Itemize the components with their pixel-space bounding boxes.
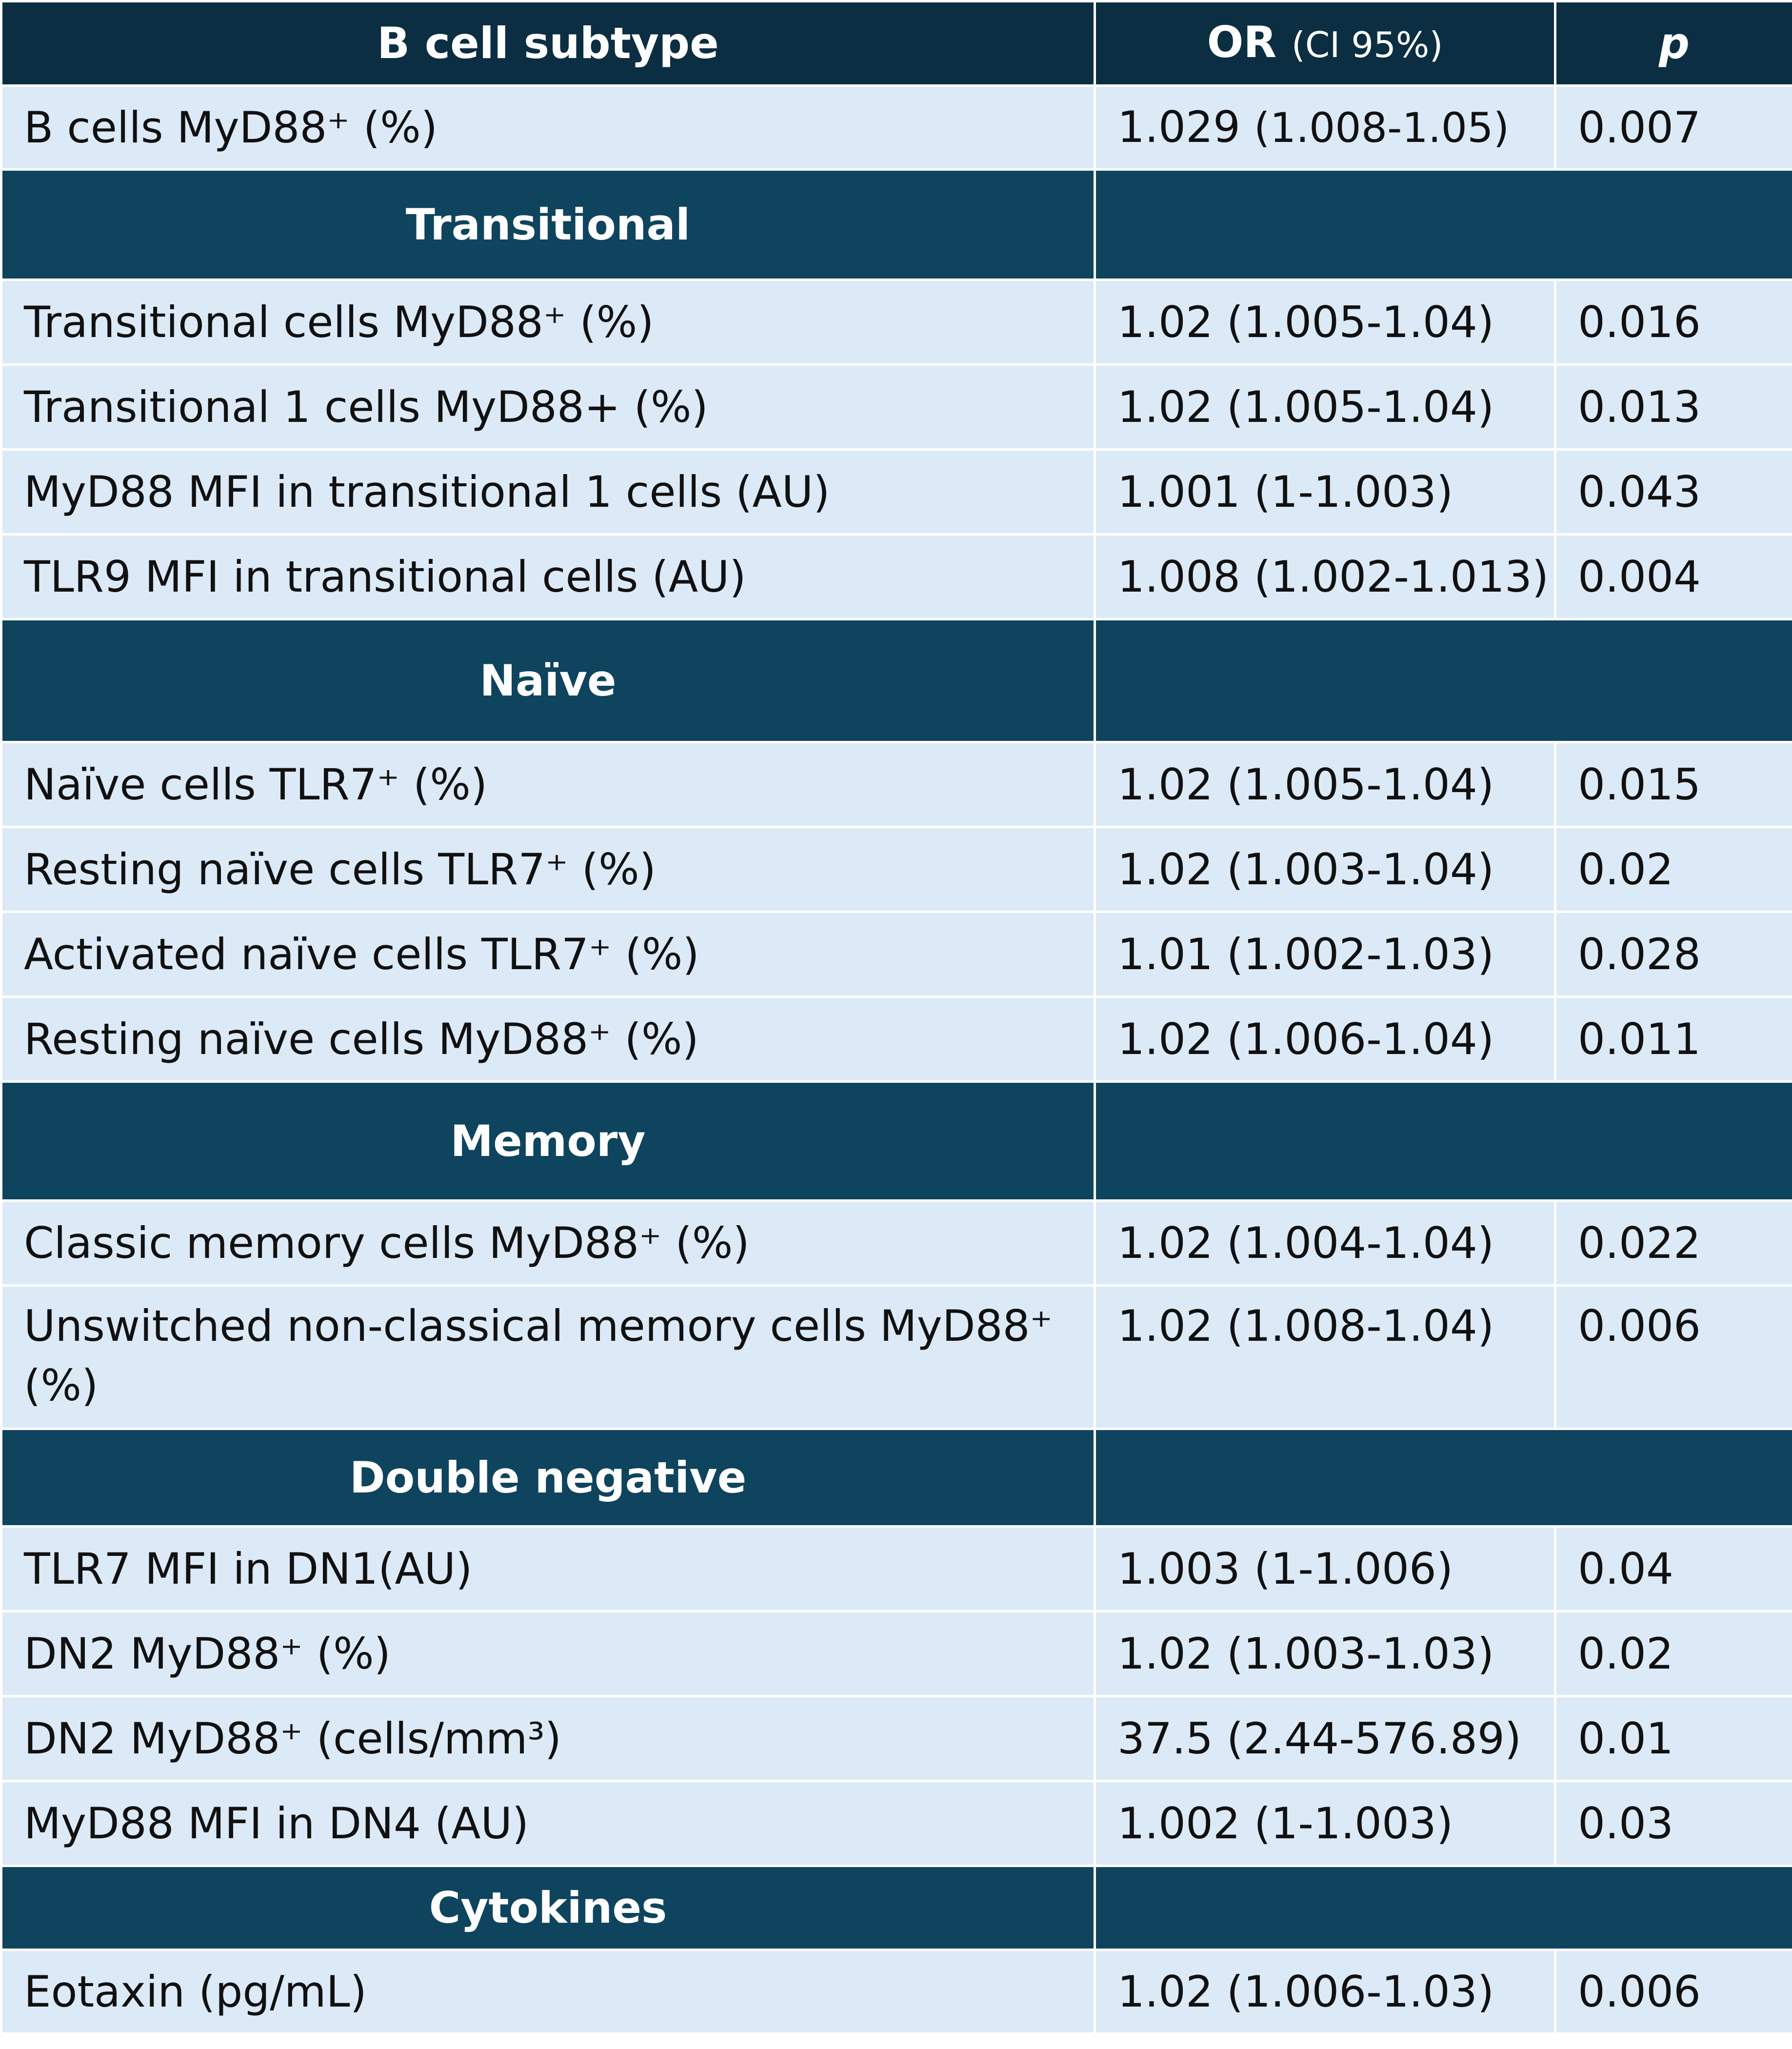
cell-p: 0.006 [1555, 1950, 1792, 2034]
cell-p: 0.016 [1555, 280, 1792, 365]
header-ci: (CI 95%) [1291, 24, 1443, 65]
cell-subtype: Eotaxin (pg/mL) [1, 1950, 1095, 2034]
cell-p: 0.02 [1555, 1611, 1792, 1696]
table-row [1, 912, 1792, 997]
cell-or: 1.02 (1.005-1.04) [1095, 365, 1555, 450]
cell-or: 1.003 (1-1.006) [1095, 1527, 1555, 1611]
cell-subtype: Activated naïve cells TLR7⁺ (%) [1, 912, 1095, 997]
table-row [1, 535, 1792, 619]
cell-subtype: Unswitched non-classical memory cells MyD88⁺ (%) [1, 1286, 1095, 1429]
cell-or: 1.02 (1.008-1.04) [1095, 1286, 1555, 1429]
cell-p: 0.011 [1555, 997, 1792, 1082]
cell-or: 1.008 (1.002-1.013) [1095, 535, 1555, 619]
table-row [1, 1527, 1792, 1611]
cell-or: 1.02 (1.005-1.04) [1095, 280, 1555, 365]
header-or: OR (CI 95%) [1095, 1, 1555, 86]
section-title: Cytokines [1, 1866, 1095, 1950]
cell-or: 1.02 (1.006-1.04) [1095, 997, 1555, 1082]
table-row [1, 1696, 1792, 1781]
cell-p: 0.043 [1555, 450, 1792, 535]
header-subtype: B cell subtype [1, 1, 1095, 86]
cell-or: 1.02 (1.003-1.04) [1095, 827, 1555, 912]
section-row-naive [1, 619, 1792, 742]
cell-p: 0.022 [1555, 1201, 1792, 1286]
cell-subtype: Resting naïve cells TLR7⁺ (%) [1, 827, 1095, 912]
table-row [1, 365, 1792, 450]
cell-p: 0.015 [1555, 742, 1792, 827]
cell-p: 0.02 [1555, 827, 1792, 912]
table-row [1, 997, 1792, 1082]
cell-subtype: Classic memory cells MyD88⁺ (%) [1, 1201, 1095, 1286]
section-title: Naïve [1, 619, 1095, 742]
cell-p: 0.006 [1555, 1286, 1792, 1429]
table-row [1, 86, 1792, 170]
section-empty [1095, 1429, 1792, 1527]
cell-p: 0.028 [1555, 912, 1792, 997]
section-title: Memory [1, 1082, 1095, 1201]
section-empty [1095, 1082, 1792, 1201]
section-empty [1095, 1866, 1792, 1950]
table-row [1, 1201, 1792, 1286]
table-row [1, 280, 1792, 365]
table-row [1, 1611, 1792, 1696]
cell-subtype: Transitional cells MyD88⁺ (%) [1, 280, 1095, 365]
cell-subtype: DN2 MyD88⁺ (cells/mm³) [1, 1696, 1095, 1781]
cell-or: 1.02 (1.003-1.03) [1095, 1611, 1555, 1696]
section-empty [1095, 170, 1792, 280]
cell-or: 1.002 (1-1.003) [1095, 1781, 1555, 1866]
table-row [1, 1781, 1792, 1866]
cell-or: 1.01 (1.002-1.03) [1095, 912, 1555, 997]
table-row [1, 1286, 1792, 1429]
table-row [1, 742, 1792, 827]
cell-subtype: Resting naïve cells MyD88⁺ (%) [1, 997, 1095, 1082]
header-p: p [1555, 1, 1792, 86]
table-row [1, 827, 1792, 912]
cell-or: 1.02 (1.005-1.04) [1095, 742, 1555, 827]
section-title: Transitional [1, 170, 1095, 280]
cell-or: 1.029 (1.008-1.05) [1095, 86, 1555, 170]
section-row-double-negative [1, 1429, 1792, 1527]
cell-subtype: TLR7 MFI in DN1(AU) [1, 1527, 1095, 1611]
cell-p: 0.01 [1555, 1696, 1792, 1781]
cell-subtype: MyD88 MFI in DN4 (AU) [1, 1781, 1095, 1866]
cell-subtype: DN2 MyD88⁺ (%) [1, 1611, 1095, 1696]
cell-subtype: Transitional 1 cells MyD88+ (%) [1, 365, 1095, 450]
cell-subtype: MyD88 MFI in transitional 1 cells (AU) [1, 450, 1095, 535]
section-empty [1095, 619, 1792, 742]
cell-or: 1.02 (1.004-1.04) [1095, 1201, 1555, 1286]
section-title: Double negative [1, 1429, 1095, 1527]
cell-p: 0.03 [1555, 1781, 1792, 1866]
table-row [1, 450, 1792, 535]
cell-subtype: Naïve cells TLR7⁺ (%) [1, 742, 1095, 827]
cell-or: 1.02 (1.006-1.03) [1095, 1950, 1555, 2034]
cell-p: 0.004 [1555, 535, 1792, 619]
table-header-row [1, 1, 1792, 86]
cell-p: 0.013 [1555, 365, 1792, 450]
cell-subtype: B cells MyD88⁺ (%) [1, 86, 1095, 170]
table-row [1, 1950, 1792, 2034]
cell-or: 1.001 (1-1.003) [1095, 450, 1555, 535]
section-row-memory [1, 1082, 1792, 1201]
cell-p: 0.007 [1555, 86, 1792, 170]
section-row-transitional [1, 170, 1792, 280]
cell-p: 0.04 [1555, 1527, 1792, 1611]
cell-or: 37.5 (2.44-576.89) [1095, 1696, 1555, 1781]
section-row-cytokines [1, 1866, 1792, 1950]
cell-subtype: TLR9 MFI in transitional cells (AU) [1, 535, 1095, 619]
